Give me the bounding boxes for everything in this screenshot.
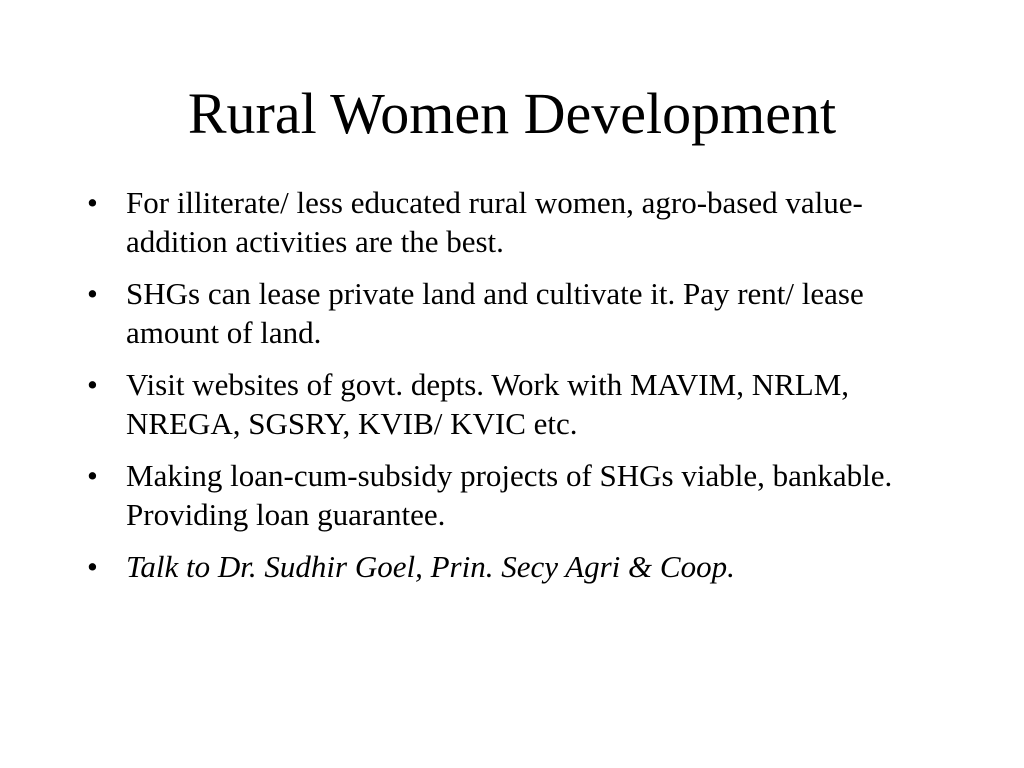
- bullet-icon: •: [87, 276, 98, 311]
- bullet-item: [84, 274, 944, 352]
- bullet-text: Visit websites of govt. depts. Work with MAVIM, NRLM, NREGA, SGSRY, KVIB/ KVIC etc.: [126, 367, 850, 441]
- bullet-icon: •: [87, 549, 98, 584]
- slide-title: Rural Women Development: [187, 81, 837, 146]
- bullet-icon: •: [87, 185, 98, 220]
- bullet-text: SHGs can lease private land and cultivate it. Pay rent/ lease amount of land.: [126, 276, 864, 350]
- bullet-item: [84, 183, 944, 261]
- bullet-list: [84, 183, 944, 599]
- bullet-text: For illiterate/ less educated rural women, agro-based value-addition activities are the best.: [126, 185, 863, 259]
- bullet-item: [84, 547, 944, 586]
- bullet-icon: •: [87, 458, 98, 493]
- bullet-icon: •: [87, 367, 98, 402]
- bullet-text: Making loan-cum-subsidy projects of SHGs viable, bankable. Providing loan guarantee.: [126, 458, 893, 532]
- bullet-item: [84, 365, 944, 443]
- bullet-item: [84, 456, 944, 534]
- bullet-text: Talk to Dr. Sudhir Goel, Prin. Secy Agri & Coop.: [126, 549, 735, 584]
